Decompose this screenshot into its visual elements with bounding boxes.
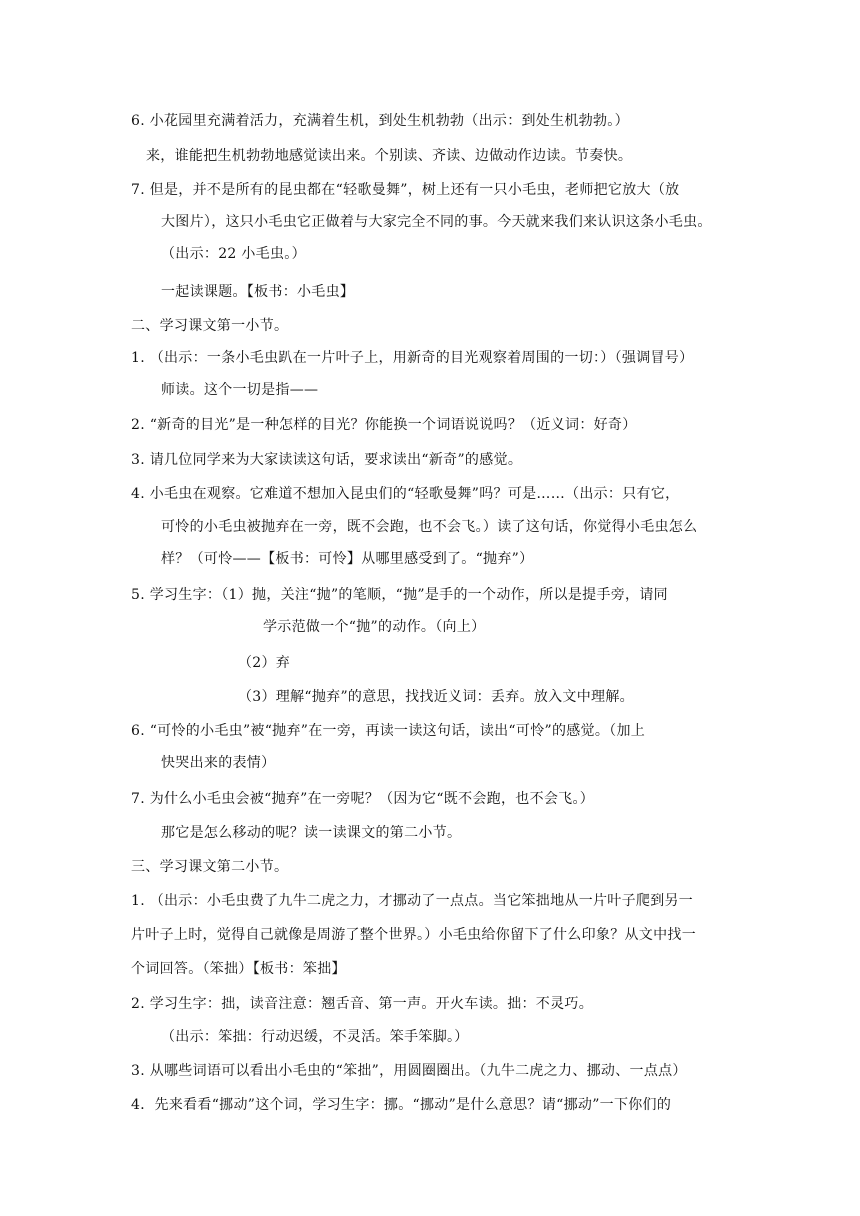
text-line: （2）弃 [238,655,291,671]
text-line: 5. 学习生字：（1）抛，关注“抛”的笔顺，“抛”是手的一个动作，所以是提手旁，请同 [131,587,668,603]
section-heading: 三、学习课文第二小节。 [131,859,289,875]
text-line: 来，谁能把生机勃勃地感觉读出来。个别读、齐读、边做动作边读。节奏快。 [146,148,633,164]
text-line: 快哭出来的表情） [161,755,276,771]
text-line: 大图片），这只小毛虫它正做着与大家完全不同的事。今天就来我们来认识这条小毛虫。 [161,214,712,230]
text-line: 3. 从哪些词语可以看出小毛虫的“笨拙”，用圆圈圈出。（九牛二虎之力、挪动、一点点） [131,1063,687,1079]
text-line: 7. 为什么小毛虫会被“抛弃”在一旁呢？（因为它“既不会跑，也不会飞。） [131,791,595,807]
text-line: 2. “新奇的目光”是一种怎样的目光？你能换一个词语说说吗？（近义词：好奇） [131,417,637,433]
text-line: （出示：22 小毛虫。） [161,246,306,262]
text-line: （3）理解“抛弃”的意思，找找近义词：丢弃。放入文中理解。 [238,689,634,705]
text-line: 片叶子上时，觉得自己就像是周游了整个世界。）小毛虫给你留下了什么印象？从文中找一 [131,927,696,943]
text-line: 1. （出示：小毛虫费了九牛二虎之力，才挪动了一点点。当它笨拙地从一片叶子爬到另一 [131,893,694,909]
text-line: 1. （出示：一条小毛虫趴在一片叶子上，用新奇的目光观察着周围的一切：）（强调冒号） [131,350,694,366]
text-line: 那它是怎么移动的呢？读一读课文的第二小节。 [161,825,462,841]
text-line: 可怜的小毛虫被抛弃在一旁，既不会跑，也不会飞。）读了这句话，你觉得小毛虫怎么 [161,519,698,535]
text-line: 样？（可怜——【板书：可怜】从哪里感受到了。“抛弃”） [161,551,534,567]
text-line: 6. 小花园里充满着活力，充满着生机，到处生机勃勃（出示：到处生机勃勃。） [131,113,629,129]
text-line: 2. 学习生字：拙，读音注意：翘舌音、第一声。开火车读。拙：不灵巧。 [131,996,594,1012]
text-line: 4．先来看看“挪动”这个词，学习生字：挪。“挪动”是什么意思？请“挪动”一下你们的 [131,1097,672,1113]
text-line: 个词回答。（笨拙）【板书：笨拙】 [131,961,346,977]
text-line: （出示：笨拙：行动迟缓，不灵活。笨手笨脚。） [161,1029,469,1045]
text-line: 师读。这个一切是指—— [161,382,319,398]
text-line: 一起读课题。【板书：小毛虫】 [161,284,355,300]
text-line: 6. “可怜的小毛虫”被“抛弃”在一旁，再读一读这句话，读出“可怜”的感觉。（加上 [131,723,646,739]
text-line: 7. 但是，并不是所有的昆虫都在“轻歌曼舞”，树上还有一只小毛虫，老师把它放大（放 [131,182,680,198]
section-heading: 二、学习课文第一小节。 [131,318,289,334]
text-line: 3. 请几位同学来为大家读读这句话，要求读出“新奇”的感觉。 [131,452,523,468]
text-line: 4. 小毛虫在观察。它难道不想加入昆虫们的“轻歌曼舞”吗？可是……（出示：只有它， [131,486,680,502]
text-line: 学示范做一个“抛”的动作。（向上） [263,619,486,635]
